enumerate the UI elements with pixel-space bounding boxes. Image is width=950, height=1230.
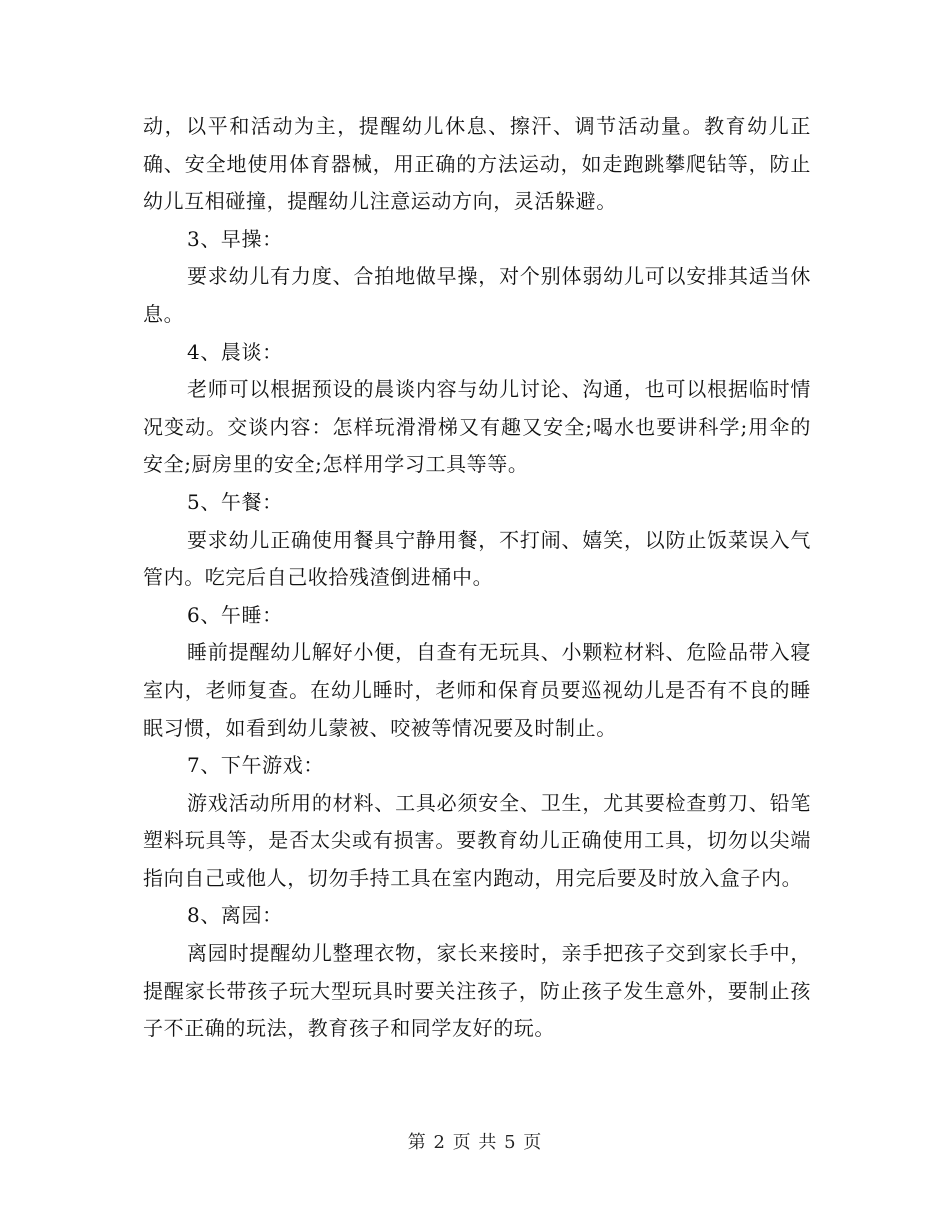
paragraph-morning-talk: 老师可以根据预设的晨谈内容与幼儿讨论、沟通，也可以根据临时情况变动。交谈内容：怎样玩滑滑梯又有趣又安全;喝水也要讲科学;用伞的安全;厨房里的安全;怎样用学习工具等等。 <box>143 377 811 477</box>
paragraph-morning-exercise: 要求幼儿有力度、合拍地做早操，对个别体弱幼儿可以安排其适当休息。 <box>143 264 811 326</box>
paragraph-continuation: 动，以平和活动为主，提醒幼儿休息、擦汗、调节活动量。教育幼儿正确、安全地使用体育器械，用正确的方法运动，如走跑跳攀爬钻等，防止幼儿互相碰撞，提醒幼儿注意运动方向，灵活躲避。 <box>143 114 811 214</box>
page-number-footer: 第 2 页 共 5 页 <box>407 1132 543 1153</box>
paragraph-nap: 睡前提醒幼儿解好小便，自查有无玩具、小颗粒材料、危险品带入寝室内，老师复查。在幼儿睡时，老师和保育员要巡视幼儿是否有不良的睡眠习惯，如看到幼儿蒙被、咬被等情况要及时制止。 <box>143 640 811 740</box>
section-heading-leaving: 8、离园： <box>187 903 283 928</box>
section-heading-lunch: 5、午餐： <box>187 489 283 514</box>
section-heading-nap: 6、午睡： <box>187 602 283 627</box>
document-body <box>143 108 811 1048</box>
paragraph-lunch: 要求幼儿正确使用餐具宁静用餐，不打闹、嬉笑，以防止饭菜误入气管内。吃完后自己收拾残渣倒进桶中。 <box>143 527 811 590</box>
section-heading-morning-talk: 4、晨谈： <box>187 339 283 364</box>
paragraph-leaving: 离园时提醒幼儿整理衣物，家长来接时，亲手把孩子交到家长手中，提醒家长带孩子玩大型玩具时要关注孩子，防止孩子发生意外，要制止孩子不正确的玩法，教育孩子和同学友好的玩。 <box>143 941 811 1041</box>
section-heading-afternoon-games: 7、下午游戏： <box>187 753 324 778</box>
paragraph-afternoon-games: 游戏活动所用的材料、工具必须安全、卫生，尤其要检查剪刀、铅笔塑料玩具等，是否太尖或有损害。要教育幼儿正确使用工具，切勿以尖端指向自己或他人，切勿手持工具在室内跑动，用完后要及时放入盒子内。 <box>143 790 811 890</box>
section-heading-morning-exercise: 3、早操： <box>187 226 283 251</box>
